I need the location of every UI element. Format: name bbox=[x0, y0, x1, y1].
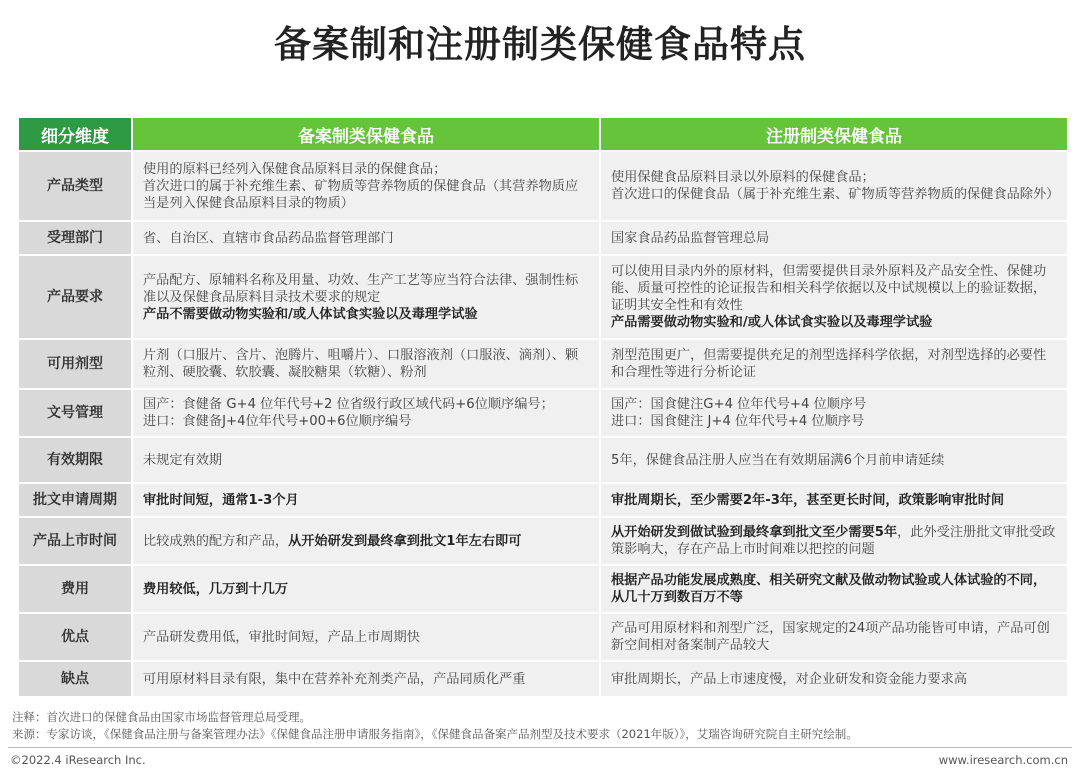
cell-text: 使用的原料已经列入保健食品原料目录的保健食品； bbox=[143, 161, 447, 177]
row-label: 受理部门 bbox=[19, 222, 131, 254]
row-label: 有效期限 bbox=[19, 438, 131, 482]
cell-bold-text: 从开始研发到做试验到最终拿到批文至少需要5年 bbox=[611, 525, 898, 540]
registration-cell bbox=[601, 614, 1067, 660]
cell-text: 产品研发费用低，审批时间短，产品上市周期快 bbox=[143, 629, 420, 645]
registration-cell bbox=[601, 518, 1067, 564]
table-row bbox=[19, 390, 1067, 436]
cell-bold-text: 产品需要做动物实验和/或人体试食实验以及毒理学试验 bbox=[611, 315, 933, 330]
page-title: 备案制和注册制类保健食品特点 bbox=[274, 23, 806, 66]
cell-text: 省、自治区、直辖市食品药品监督管理部门 bbox=[143, 230, 394, 246]
cell-text: 审批周期长，产品上市速度慢，对企业研发和资金能力要求高 bbox=[611, 671, 968, 687]
registration-cell bbox=[601, 438, 1067, 482]
filing-cell bbox=[133, 152, 599, 220]
cell-text: 首次进口的属于补充维生素、矿物质等营养物质的保健食品（其营养物质应当是列入保健食品原料目录的物质） bbox=[143, 178, 579, 211]
registration-cell bbox=[601, 152, 1067, 220]
row-label: 产品上市时间 bbox=[19, 518, 131, 564]
filing-cell bbox=[133, 484, 599, 516]
filing-cell bbox=[133, 518, 599, 564]
cell-bold-text: 产品不需要做动物实验和/或人体试食实验以及毒理学试验 bbox=[143, 306, 478, 322]
filing-cell bbox=[133, 222, 599, 254]
cell-bold-text: 审批周期长，至少需要2年-3年，甚至更长时间，政策影响审批时间 bbox=[611, 492, 1005, 508]
cell-text: 未规定有效期 bbox=[143, 452, 223, 468]
registration-cell bbox=[601, 222, 1067, 254]
table-row bbox=[19, 340, 1067, 388]
cell-text: 5年，保健食品注册人应当在有效期届满6个月前申请延续 bbox=[611, 452, 945, 468]
filing-cell bbox=[133, 614, 599, 660]
cell-bold-text: 审批时间短，通常1-3个月 bbox=[143, 492, 299, 508]
registration-cell bbox=[601, 390, 1067, 436]
cell-bold-text: 从开始研发到最终拿到批文1年左右即可 bbox=[288, 533, 522, 549]
table-row bbox=[19, 152, 1067, 220]
cell-bold-text: 根据产品功能发展成熟度、相关研究文献及做动物试验或人体试验的不同，从几十万到数百万不等 bbox=[611, 573, 1047, 605]
filing-cell bbox=[133, 566, 599, 612]
row-label: 费用 bbox=[19, 566, 131, 612]
table-row bbox=[19, 222, 1067, 254]
filing-cell bbox=[133, 390, 599, 436]
table-row bbox=[19, 518, 1067, 564]
cell-bold-text: 费用较低，几万到十几万 bbox=[143, 581, 289, 597]
header-registration: 注册制类保健食品 bbox=[601, 118, 1067, 150]
registration-cell bbox=[601, 566, 1067, 612]
row-label: 产品要求 bbox=[19, 256, 131, 338]
cell-text: 可用原材料目录有限，集中在营养补充剂类产品，产品同质化严重 bbox=[143, 671, 526, 687]
copyright: ©2022.4 iResearch Inc. bbox=[10, 753, 146, 767]
cell-text: 产品可用原材料和剂型广泛，国家规定的24项产品功能皆可申请，产品可创新空间相对备案制产品较大 bbox=[611, 621, 1050, 653]
table-header-row bbox=[19, 118, 1067, 150]
footer-divider bbox=[8, 747, 1072, 748]
cell-text: 可以使用目录内外的原材料，但需要提供目录外原料及产品安全性、保健功能、质量可控性的论证报告和相关科学依据以及中试规模以上的验证数据，证明其安全性和有效性 bbox=[611, 264, 1047, 313]
registration-cell bbox=[601, 340, 1067, 388]
table-row bbox=[19, 438, 1067, 482]
cell-text: 国产：食健备 G+4 位年代号+2 位省级行政区域代码+6位顺序编号； bbox=[143, 397, 554, 412]
table-row bbox=[19, 614, 1067, 660]
cell-text: 使用保健食品原料目录以外原料的保健食品； bbox=[611, 170, 875, 185]
table-row bbox=[19, 566, 1067, 612]
row-label: 优点 bbox=[19, 614, 131, 660]
registration-cell bbox=[601, 662, 1067, 696]
filing-cell bbox=[133, 662, 599, 696]
table-row bbox=[19, 256, 1067, 338]
cell-text: 比较成熟的配方和产品， bbox=[143, 533, 289, 549]
cell-text: 国产：国食健注G+4 位年代号+4 位顺序号 bbox=[611, 397, 867, 412]
table-row bbox=[19, 662, 1067, 696]
filing-cell bbox=[133, 438, 599, 482]
website-link[interactable]: www.iresearch.com.cn bbox=[938, 753, 1068, 767]
comparison-table bbox=[17, 116, 1069, 698]
cell-text: 首次进口的保健食品（属于补充维生素、矿物质等营养物质的保健食品除外） bbox=[611, 187, 1060, 202]
filing-cell bbox=[133, 256, 599, 338]
header-filing: 备案制类保健食品 bbox=[133, 118, 599, 150]
cell-text: 国家食品药品监督管理总局 bbox=[611, 230, 770, 246]
registration-cell bbox=[601, 484, 1067, 516]
row-label: 批文申请周期 bbox=[19, 484, 131, 516]
filing-cell bbox=[133, 340, 599, 388]
cell-text: 进口：食健备J+4位年代号+00+6位顺序编号 bbox=[143, 414, 412, 429]
row-label: 产品类型 bbox=[19, 152, 131, 220]
cell-text: ，此外受注册批文审批受政策影响大，存在产品上市时间难以把控的问题 bbox=[611, 525, 1056, 557]
cell-text: 片剂（口服片、含片、泡腾片、咀嚼片）、口服溶液剂（口服液、滴剂）、颗粒剂、硬胶囊、软胶囊、凝胶糖果（软糖）、粉剂 bbox=[143, 348, 579, 380]
table-note: 注释：首次进口的保健食品由国家市场监督管理总局受理。 bbox=[12, 710, 311, 724]
source-note: 来源：专家访谈，《保健食品注册与备案管理办法》《保健食品注册申请服务指南》，《保健食品备案产品剂型及技术要求（2021年版）》，艾瑞咨询研究院自主研究绘制。 bbox=[12, 727, 858, 741]
table-row bbox=[19, 484, 1067, 516]
row-label: 可用剂型 bbox=[19, 340, 131, 388]
row-label: 文号管理 bbox=[19, 390, 131, 436]
registration-cell bbox=[601, 256, 1067, 338]
cell-text: 剂型范围更广，但需要提供充足的剂型选择科学依据，对剂型选择的必要性和合理性等进行分析论证 bbox=[611, 348, 1047, 380]
cell-text: 进口：国食健注 J+4 位年代号+4 位顺序号 bbox=[611, 414, 865, 429]
cell-text: 产品配方、原辅料名称及用量、功效、生产工艺等应当符合法律、强制性标准以及保健食品原料目录技术要求的规定 bbox=[143, 272, 579, 305]
header-dimension: 细分维度 bbox=[19, 118, 131, 150]
row-label: 缺点 bbox=[19, 662, 131, 696]
